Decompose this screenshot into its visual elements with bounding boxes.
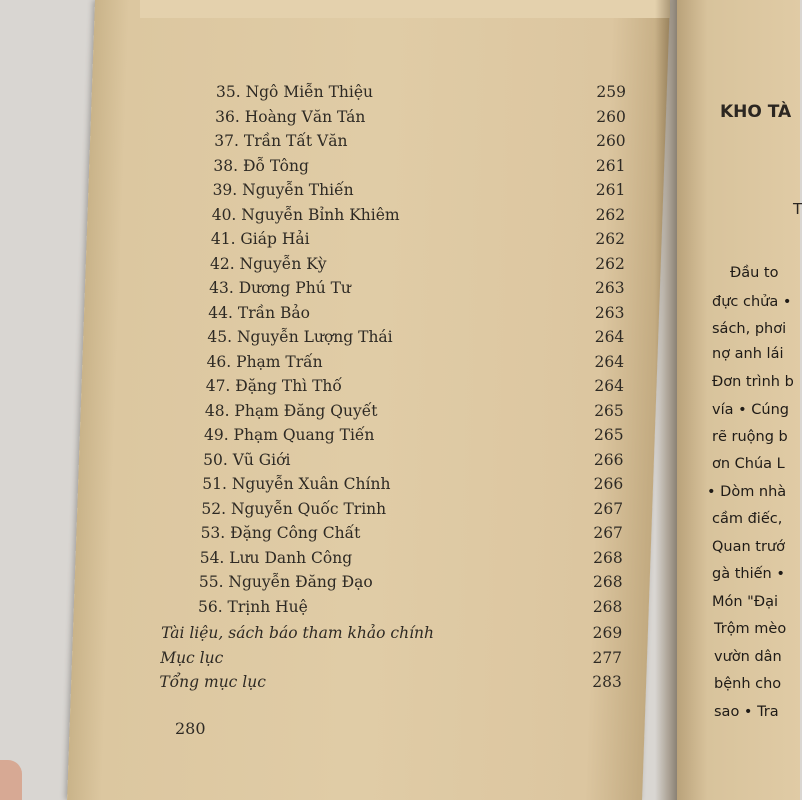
toc-entry: [213, 178, 626, 202]
entry-title: 49. Phạm Quang Tiến: [203, 426, 375, 444]
back-matter-item: [159, 670, 622, 694]
toc-entry: [214, 129, 625, 153]
entry-page-number: 267: [593, 524, 623, 542]
entry-title: 37. Trần Tất Văn: [214, 132, 348, 150]
toc-entry: [208, 301, 624, 325]
entry-page-number: 267: [593, 499, 624, 518]
toc-entry: [203, 448, 623, 472]
entry-page-number: 266: [593, 450, 624, 469]
entry-page-number: 264: [594, 352, 625, 371]
entry-page-number: 260: [596, 107, 626, 126]
entry-page-number: 259: [596, 83, 626, 101]
right-page-line: đực chửa •: [712, 294, 792, 310]
left-page-top-edge: [140, 0, 670, 18]
entry-page-number: 268: [593, 548, 623, 567]
toc-entry: [201, 521, 623, 545]
entry-title: Tài liệu, sách báo tham khảo chính: [161, 624, 434, 642]
toc-entry: [205, 399, 624, 423]
right-page-line: vườn dân: [714, 649, 782, 665]
entry-title: 36. Hoàng Văn Tán: [215, 107, 366, 126]
entry-page-number: 260: [596, 132, 626, 150]
entry-title: 35. Ngô Miễn Thiệu: [216, 83, 374, 101]
right-page-line: Đơn trình b: [712, 374, 794, 390]
entry-title: 50. Vũ Giới: [203, 450, 291, 469]
entry-title: 46. Phạm Trấn: [206, 352, 323, 371]
entry-title: 45. Nguyễn Lượng Thái: [207, 328, 393, 346]
entry-page-number: 263: [595, 279, 625, 297]
entry-page-number: 264: [594, 377, 624, 395]
toc-entry: [207, 325, 624, 349]
entry-page-number: 263: [594, 303, 625, 322]
right-page-line: Món "Đại: [712, 594, 779, 610]
left-page-number: 280: [175, 719, 206, 738]
toc-entry: [204, 423, 624, 447]
toc-entry: [198, 595, 622, 619]
back-matter-item: [161, 621, 622, 645]
toc-entry: [216, 80, 626, 104]
toc-entry: [200, 546, 623, 570]
right-page-heading: KHO TÀ: [720, 102, 792, 122]
right-page-line: sách, phơi: [712, 321, 787, 337]
entry-title: 44. Trần Bảo: [208, 303, 310, 322]
toc-entry: [210, 252, 625, 276]
right-page-line: rẽ ruộng b: [712, 429, 788, 445]
entry-page-number: 264: [594, 328, 625, 346]
entry-page-number: 261: [595, 156, 626, 175]
right-page-line: gà thiến •: [712, 566, 785, 582]
right-page-line: Quan trướ: [712, 539, 785, 555]
entry-page-number: 265: [594, 401, 624, 420]
toc-entry: [215, 105, 626, 129]
entry-page-number: 262: [595, 205, 626, 224]
entry-title: 56. Trịnh Huệ: [197, 597, 308, 616]
entry-title: 53. Đặng Công Chất: [200, 524, 361, 542]
toc-entry: [211, 227, 625, 251]
entry-title: 52. Nguyễn Quốc Trinh: [201, 499, 387, 518]
entry-title: 55. Nguyễn Đăng Đạo: [198, 573, 373, 591]
entry-page-number: 261: [595, 181, 626, 199]
right-page-line: • Dòm nhà: [707, 484, 787, 500]
right-page-line: Đầu to: [730, 265, 779, 281]
toc-entry: [213, 154, 625, 178]
entry-title: 48. Phạm Đăng Quyết: [204, 401, 378, 420]
entry-title: Mục lục: [160, 648, 224, 667]
entry-page-number: 269: [592, 624, 623, 642]
entry-page-number: 268: [592, 573, 623, 591]
right-page-line: cầm điếc,: [712, 511, 783, 527]
entry-page-number: 266: [593, 475, 624, 493]
entry-page-number: 283: [592, 673, 622, 691]
toc-entry: [212, 203, 625, 227]
entry-title: 51. Nguyễn Xuân Chính: [202, 475, 391, 493]
book-gutter: [655, 0, 679, 800]
right-page-line: sao • Tra: [714, 704, 779, 720]
entry-title: 47. Đặng Thì Thố: [205, 377, 342, 395]
entry-page-number: 262: [595, 230, 625, 248]
toc-entry: [201, 497, 623, 521]
entry-page-number: 268: [592, 597, 623, 616]
right-page-line: nợ anh lái: [712, 346, 784, 362]
right-page-line: Trộm mèo: [714, 621, 787, 637]
toc-entry: [207, 350, 625, 374]
toc-entry: [202, 472, 623, 496]
toc-entry: [209, 276, 625, 300]
entry-page-number: 277: [592, 648, 623, 667]
toc-entry: [206, 374, 624, 398]
entry-title: 38. Đỗ Tông: [213, 156, 309, 175]
entry-title: 43. Dương Phú Tư: [209, 279, 351, 297]
toc-entry: [199, 570, 623, 594]
entry-title: 39. Nguyễn Thiến: [212, 181, 354, 199]
right-page-subheading: T: [793, 200, 802, 218]
entry-title: 40. Nguyễn Bỉnh Khiêm: [211, 205, 400, 224]
right-page-line: ơn Chúa L: [712, 456, 785, 472]
right-page-line: vía • Cúng: [712, 402, 789, 418]
entry-page-number: 262: [595, 254, 625, 273]
entry-title: 54. Lưu Danh Công: [199, 548, 353, 567]
entry-title: 42. Nguyễn Kỳ: [209, 254, 327, 273]
right-page-line: bệnh cho: [714, 676, 782, 692]
finger: [0, 760, 22, 800]
entry-title: Tổng mục lục: [159, 673, 266, 691]
entry-page-number: 265: [594, 426, 624, 444]
entry-title: 41. Giáp Hải: [210, 230, 310, 248]
back-matter-item: [160, 646, 622, 670]
